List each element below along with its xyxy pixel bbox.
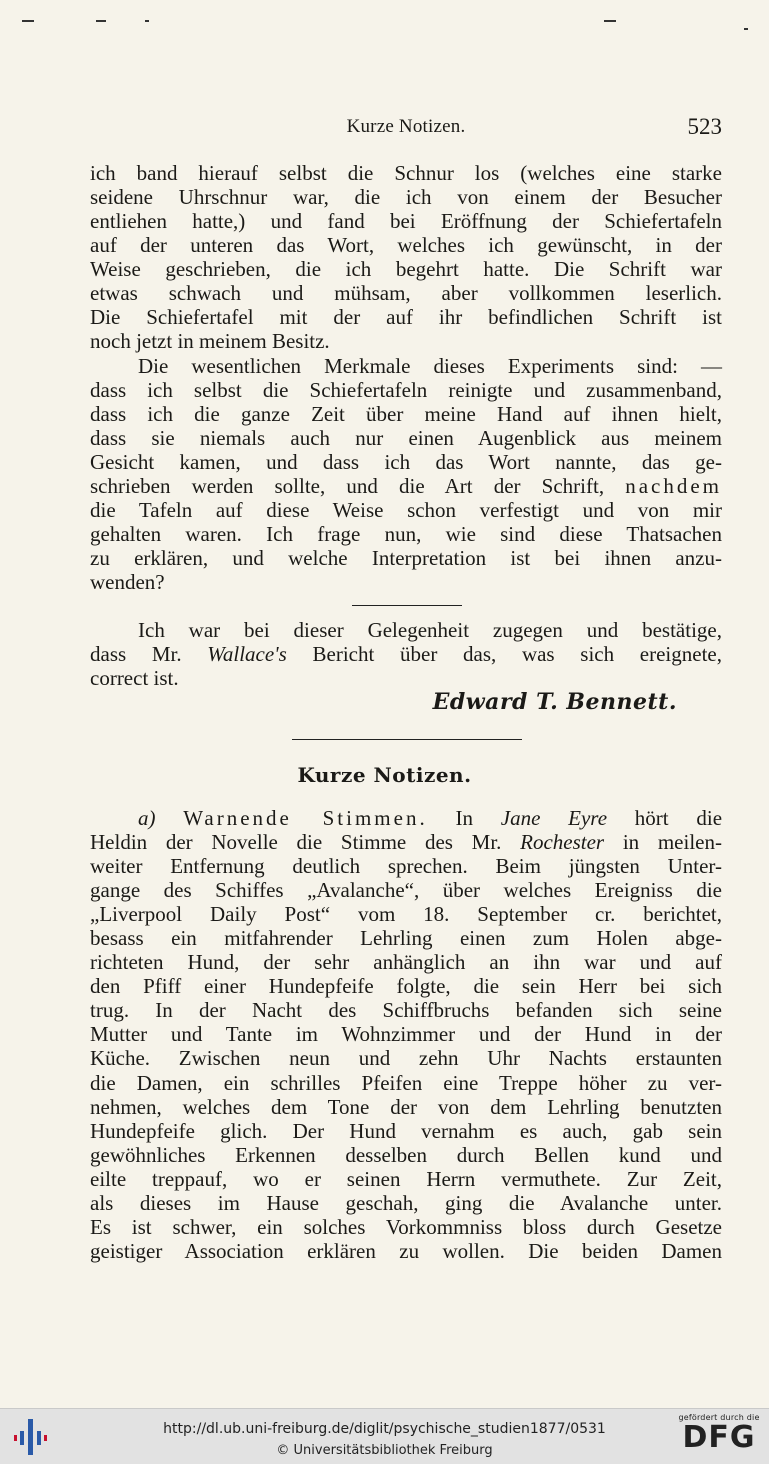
funder-caption: gefördert durch die (678, 1413, 760, 1422)
section-title: Kurze Notizen. (297, 763, 472, 787)
line-text: Bericht über das, was sich ereignete, (312, 642, 722, 667)
paragraph-2 (90, 354, 722, 594)
text-line (90, 642, 722, 666)
line-text: Heldin der Novelle die Stimme des Mr. (90, 830, 502, 855)
text-line: Küche. Zwischen neun und zehn Uhr Nachts erstaunten (90, 1046, 722, 1071)
text-line: correct ist. (90, 666, 179, 691)
text-line: zu erklären, und welche Interpretation ist bei ihnen anzu- (90, 546, 722, 571)
text-line: dass sie niemals auch nur einen Augenblick aus meinem (90, 426, 722, 451)
separator-rule (352, 605, 462, 606)
text-line: wenden? (90, 570, 165, 595)
line-text: hört die (634, 806, 723, 830)
running-title: Kurze Notizen. (346, 116, 466, 137)
text-line: entliehen hatte,) und fand bei Eröffnung der Schiefertafeln (90, 209, 722, 234)
text-line: eilte treppauf, wo er seinen Herrn vermuthete. Zur Zeit, (90, 1166, 722, 1191)
text-line: den Pfiff einer Hundepfeife folgte, die sein Herr bei sich (90, 974, 722, 999)
funder-logo (677, 1413, 761, 1461)
text-line: Hundepfeife glich. Der Hund vernahm es auch, gab sein (90, 1118, 722, 1143)
text-line: auf der unteren das Wort, welches ich gewünscht, in der (90, 233, 722, 258)
text-line (90, 474, 722, 498)
text-line: „Liverpool Daily Post“ vom 18. September cr. berichtet, (90, 902, 722, 927)
running-header (90, 116, 722, 142)
text-line: Die wesentlichen Merkmale dieses Experiments sind: — (138, 354, 722, 378)
viewer-footer (0, 1408, 769, 1464)
page-number: 523 (687, 114, 722, 139)
text-line: geistiger Association erklären zu wollen. Die beiden Damen (90, 1238, 722, 1263)
text-line: seidene Uhrschnur war, die ich von einem der Besucher (90, 185, 722, 210)
text-line: Ich war bei dieser Gelegenheit zugegen und bestätige, (138, 618, 722, 642)
permalink[interactable]: http://dl.ub.uni-freiburg.de/diglit/psychische_studien1877/0531 (163, 1421, 606, 1437)
text-line: weiter Entfernung deutlich sprechen. Beim jüngsten Unter- (90, 854, 722, 879)
confirmation-paragraph (90, 618, 722, 690)
signature: Edward T. Bennett. (432, 689, 677, 715)
text-line: ich band hierauf selbst die Schnur los (welches eine starke (90, 161, 722, 185)
text-line: nehmen, welches dem Tone der von dem Lehrling benutzten (90, 1094, 722, 1119)
text-line: dass ich die ganze Zeit über meine Hand auf ihnen hielt, (90, 402, 722, 427)
text-line: trug. In der Nacht des Schiffbruchs befanden sich seine (90, 998, 722, 1023)
copyright-notice: © Universitätsbibliothek Freiburg (276, 1443, 493, 1458)
text-line: die Damen, ein schrilles Pfeifen eine Treppe höher zu ver- (90, 1070, 722, 1095)
person-name: Wallace's (207, 642, 287, 667)
text-line: noch jetzt in meinem Besitz. (90, 329, 330, 354)
text-line: besass ein mitfahrender Lehrling einen zum Holen abge- (90, 926, 722, 951)
text-line: Mutter und Tante im Wohnzimmer und der Hund in der (90, 1022, 722, 1047)
text-line: dass ich selbst die Schiefertafeln reinigte und zusammenband, (90, 378, 722, 403)
text-line: Es ist schwer, ein solches Vorkommniss bloss durch Gesetze (90, 1214, 722, 1239)
person-name: Rochester (520, 830, 605, 855)
text-line: gewöhnliches Erkennen desselben durch Bellen kund und (90, 1142, 722, 1167)
paragraph-1 (90, 161, 722, 353)
text-line: gehalten waren. Ich frage nun, wie sind diese Thatsachen (90, 522, 722, 547)
text-line: gange des Schiffes „Avalanche“, über welches Ereigniss die (90, 878, 722, 903)
emphasized-word: nachdem (625, 474, 723, 499)
text-line: die Tafeln auf diese Weise schon verfestigt und von mir (90, 498, 722, 523)
text-line: Gesicht kamen, und dass ich das Wort nannte, das ge- (90, 450, 722, 475)
line-text: in meilen- (622, 830, 722, 855)
line-text: schrieben werden sollte, und die Art der Schrift, (90, 474, 605, 499)
text-line: Die Schiefertafel mit der auf ihr befindlichen Schrift ist (90, 305, 722, 330)
text-line (90, 806, 722, 830)
text-line: als dieses im Hause geschah, ging die Avalanche unter. (90, 1190, 722, 1215)
text-line: Weise geschrieben, die ich begehrt hatte. Die Schrift war (90, 257, 722, 282)
text-line (90, 830, 722, 854)
line-text: In (455, 806, 473, 830)
section-rule (292, 739, 522, 740)
line-text: dass Mr. (90, 642, 182, 667)
dfg-logo: DFG (682, 1420, 756, 1455)
section-a-paragraph (90, 806, 722, 1263)
text-line: etwas schwach und mühsam, aber vollkommen leserlich. (90, 281, 722, 306)
book-title: Jane Eyre (500, 806, 608, 830)
scan-edge-marks (0, 0, 769, 40)
text-line: richteten Hund, der sehr anhänglich an ihn war und auf (90, 950, 722, 975)
item-marker: a) (138, 806, 156, 830)
item-heading: Warnende Stimmen. (183, 806, 428, 830)
